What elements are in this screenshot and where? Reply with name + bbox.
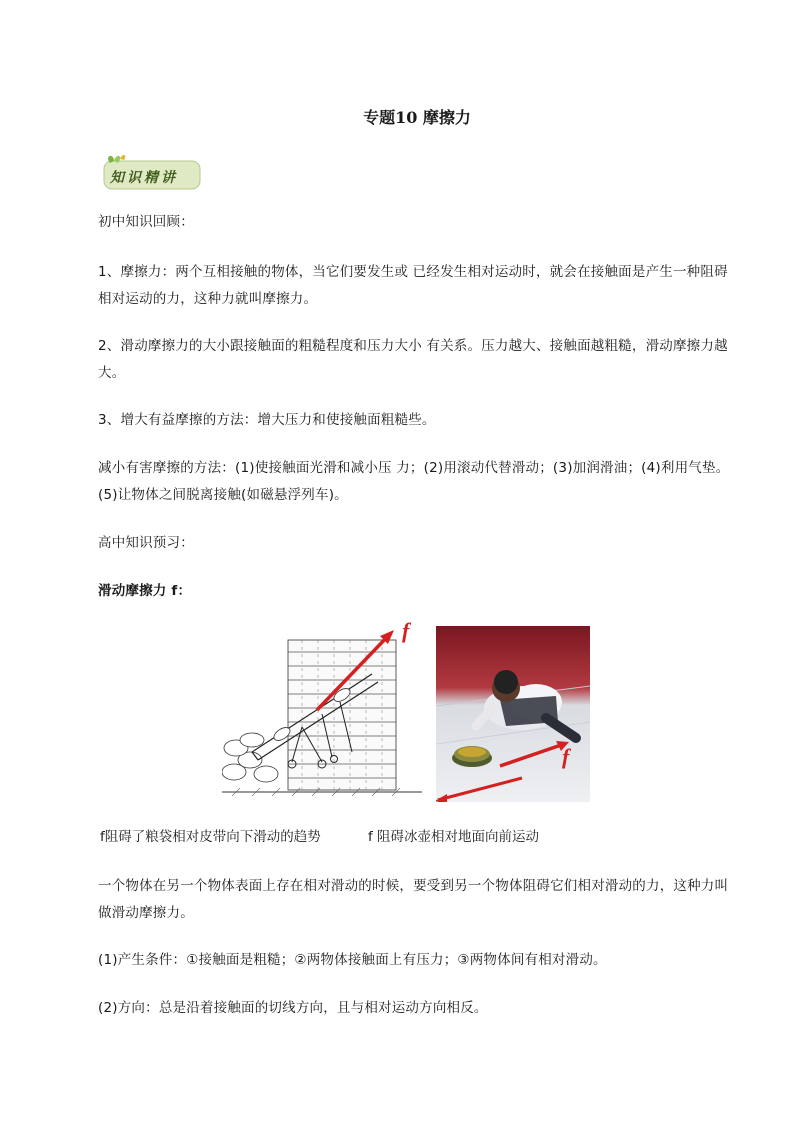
senior-preview-heading: 高中知识预习：: [98, 535, 194, 551]
junior-review-heading: 初中知识回顾：: [98, 214, 194, 230]
figure-captions: [100, 826, 539, 848]
left-force-label: f: [402, 618, 410, 643]
paragraph-4: 减小有害摩擦的方法：(1)使接触面光滑和减小压 力；(2)用滚动代替滑动；(3)加润滑油；(4)利用气垫。(5)让物体之间脱离接触(如磁悬浮列车)。: [98, 460, 730, 503]
paragraph-7: (2)方向：总是沿着接触面的切线方向，且与相对运动方向相反。: [98, 1000, 488, 1016]
paragraph-6: (1)产生条件：①接触面是粗糙；②两物体接触面上有压力；③两物体间有相对滑动。: [98, 952, 607, 968]
caption-left: f阻碍了粮袋相对皮带向下滑动的趋势: [100, 829, 321, 845]
paragraph-1: 1、摩擦力：两个互相接触的物体，当它们要发生或 已经发生相对运动时，就会在接触面是产生一种阻碍相对运动的力，这种力就叫摩擦力。: [98, 264, 728, 307]
caption-right: f 阻碍冰壶相对地面向前运动: [368, 829, 540, 845]
page-title: 专题10 摩擦力: [363, 108, 471, 127]
right-force-label: f: [562, 744, 570, 769]
knowledge-badge: [100, 151, 204, 191]
badge-label: 知识精讲: [110, 170, 178, 186]
sliding-friction-heading: 滑动摩擦力 f：: [98, 583, 192, 599]
conveyor-figure: [222, 618, 422, 798]
curling-figure: [436, 626, 590, 802]
paragraph-5: 一个物体在另一个物体表面上存在相对滑动的时候，要受到另一个物体阻碍它们相对滑动的力，这种力叫做滑动摩擦力。: [98, 878, 729, 921]
paragraph-2: 2、滑动摩擦力的大小跟接触面的粗糙程度和压力大小 有关系。压力越大、接触面越粗糙，滑动摩擦力越大。: [98, 338, 728, 381]
paragraph-3: 3、增大有益摩擦的方法：增大压力和使接触面粗糙些。: [98, 412, 436, 428]
